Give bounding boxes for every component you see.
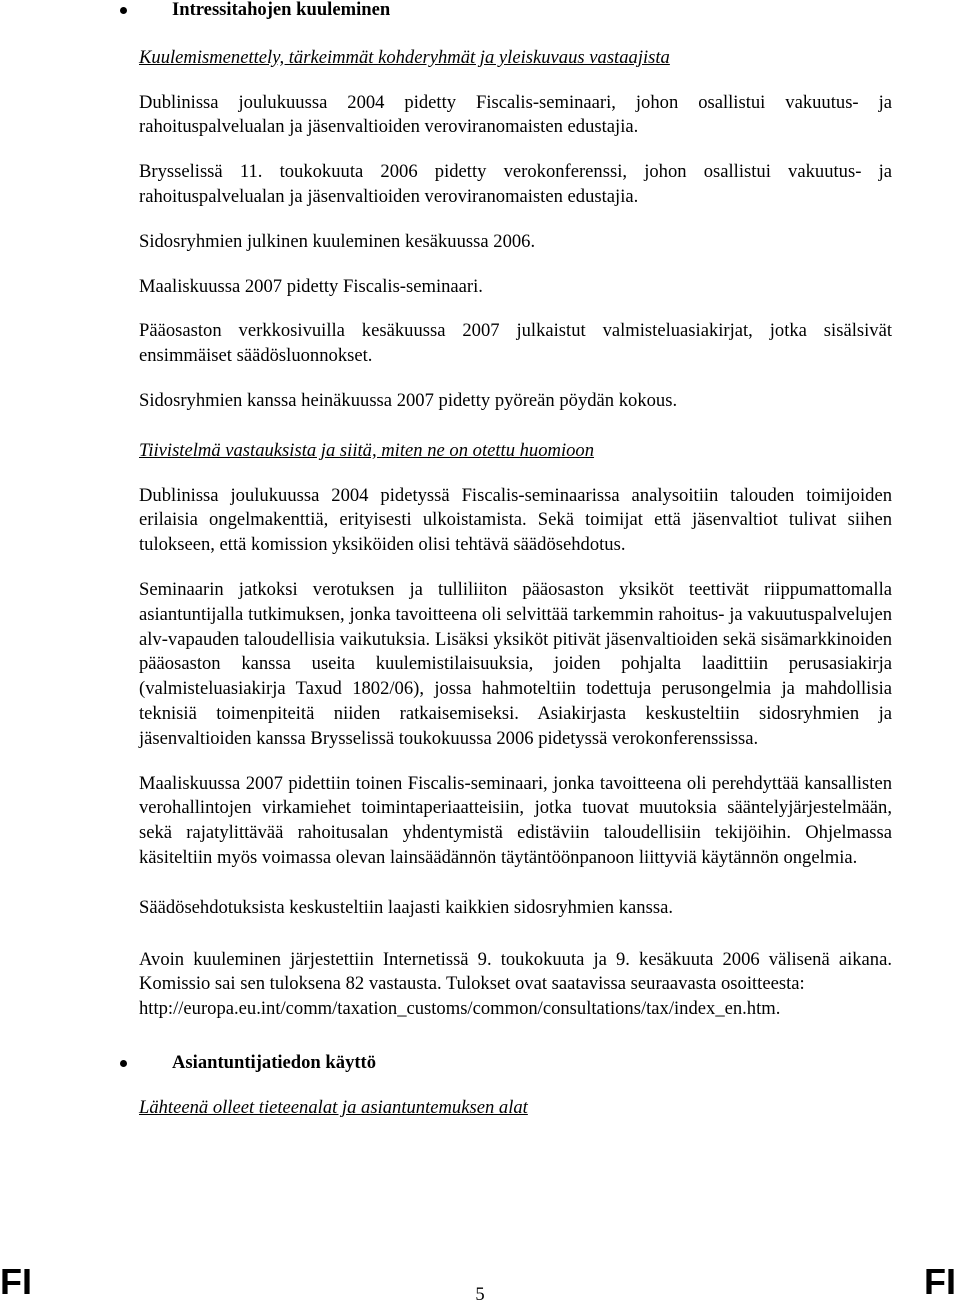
section-heading: Asiantuntijatiedon käyttö [172, 1051, 377, 1073]
bullet-icon [120, 1060, 127, 1067]
consultation-item: Sidosryhmien julkinen kuuleminen kesäkuussa 2006. [139, 230, 536, 252]
section-heading-row [139, 0, 892, 23]
subheading: Kuulemismenettely, tärkeimmät kohderyhmät ja yleiskuvaus vastaajista [139, 46, 670, 68]
subheading: Lähteenä olleet tieteenalat ja asiantuntemuksen alat [139, 1096, 528, 1118]
url-text: http://europa.eu.int/comm/taxation_customs/common/consultations/tax/index_en.htm. [139, 998, 781, 1020]
paragraph: Maaliskuussa 2007 pidettiin toinen Fiscalis-seminaari, jonka tavoitteena oli perehdyttää kansallisten verohallintojen virkamiehet toimintaperiaatteisiin, jotka tuovat muutoksia sääntelyjärjestelmään, sekä rajatylittävää rahoitusalan yhdentymistä edistäviin taloudellisiin tekijöihin. Ohjelmassa käsiteltiin myös voimassa olevan lainsäädännön täytäntöönpanoon liittyviä käytännön ongelmia. [139, 772, 892, 868]
page-content [139, 0, 892, 1121]
subheading: Tiivistelmä vastauksista ja siitä, miten ne on otettu huomioon [139, 439, 595, 461]
section-heading: Intressitahojen kuuleminen [172, 0, 391, 20]
paragraph: Säädösehdotuksista keskusteltiin laajasti kaikkien sidosryhmien kanssa. [139, 896, 673, 918]
consultation-item: Maaliskuussa 2007 pidetty Fiscalis-seminaari. [139, 275, 483, 297]
footer-language-right: FI [924, 1261, 956, 1302]
paragraph: Avoin kuuleminen järjestettiin Internetissä 9. toukokuuta ja 9. kesäkuuta 2006 välisenä aikana. Komissio sai sen tuloksena 82 vastausta. Tulokset ovat saatavissa seuraavasta osoitteesta: [139, 948, 892, 995]
consultation-item: Brysselissä 11. toukokuuta 2006 pidetty verokonferenssi, johon osallistui vakuutus- ja rahoituspalvelualan ja jäsenvaltioiden veroviranomaisten edustajia. [139, 161, 892, 207]
consultation-item: Dublinissa joulukuussa 2004 pidetty Fiscalis-seminaari, johon osallistui vakuutus- ja rahoituspalvelualan ja jäsenvaltioiden veroviranomaisten edustajia. [139, 91, 892, 138]
consultation-item: Sidosryhmien kanssa heinäkuussa 2007 pidetty pyöreän pöydän kokous. [139, 389, 678, 411]
bullet-icon [120, 7, 127, 14]
section-heading-row [139, 1051, 892, 1076]
paragraph: Dublinissa joulukuussa 2004 pidetyssä Fiscalis-seminaarissa analysoitiin talouden toimijoiden erilaisia ongelmakenttiä, erityisesti ulkoistamista. Sekä toimijat että jäsenvaltiot tulivat siihen tulokseen, että komission yksiköiden olisi tehtävä säädösehdotus. [139, 484, 892, 556]
page-number: 5 [475, 1284, 485, 1305]
footer-language-left: FI [0, 1261, 32, 1302]
consultation-item: Pääosaston verkkosivuilla kesäkuussa 2007 julkaistut valmisteluasiakirjat, jotka sisälsivät ensimmäiset säädösluonnokset. [139, 320, 892, 367]
paragraph: Seminaarin jatkoksi verotuksen ja tulliliiton pääosaston yksiköt teettivät riippumattomalla asiantuntijalla tutkimuksen, jonka tavoitteena oli selvittää tarkemmin rahoitus- ja vakuutuspalvelujen alv-vapauden taloudellisia vaikutuksia. Lisäksi yksiköt pitivät jäsenvaltioiden sekä sisämarkkinoiden pääosaston kanssa useita kuulemistilaisuuksia, joiden pohjalta laadittiin perusasiakirja (valmisteluasiakirja Taxud 1802/06), jossa hahmoteltiin todettuja perusongelmia ja mahdollisia teknisiä toimenpiteitä niiden ratkaisemiseksi. Asiakirjasta keskusteltiin sidosryhmien ja jäsenvaltioiden kanssa Brysselissä toukokuussa 2006 pidetyssä verokonferenssissa. [139, 578, 892, 749]
